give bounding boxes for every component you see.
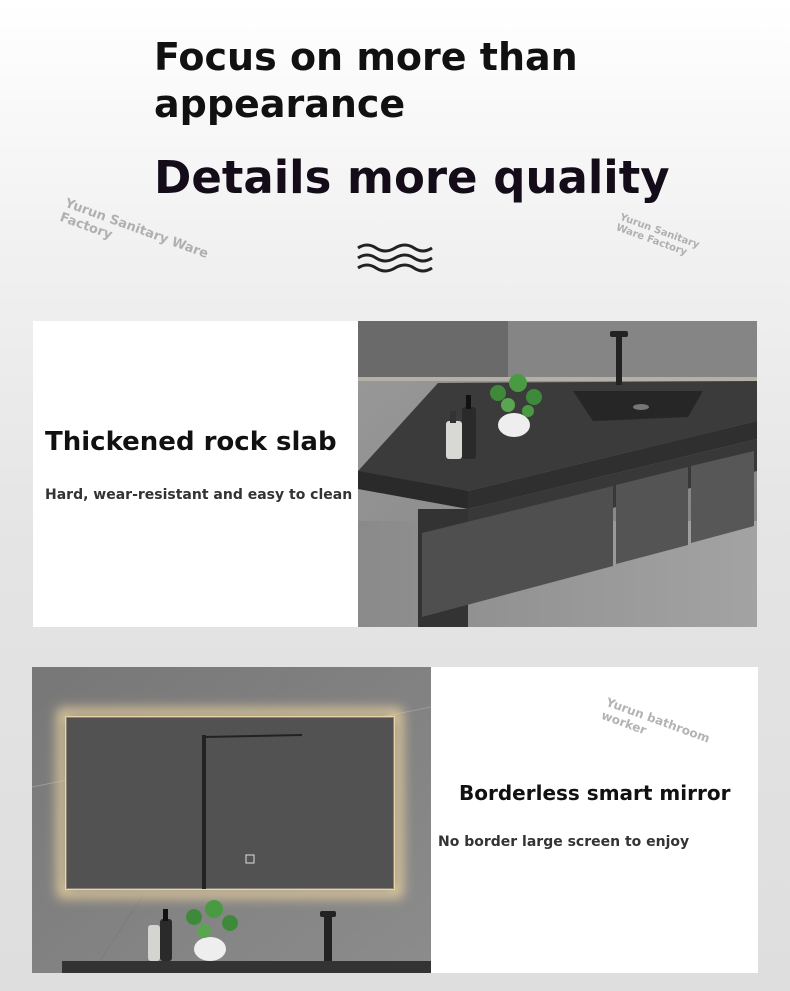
- wave-icon: [356, 242, 434, 274]
- rock-slab-title: Thickened rock slab: [45, 427, 337, 457]
- rock-slab-text-panel: [33, 321, 358, 627]
- watermark-left: Yurun Sanitary Ware Factory: [57, 196, 211, 262]
- headline-secondary: Details more quality: [154, 151, 670, 204]
- watermark-right: Yurun Sanitary Ware Factory: [614, 212, 701, 259]
- smart-mirror-text-panel: [431, 667, 758, 973]
- smart-mirror-title: Borderless smart mirror: [459, 781, 731, 805]
- smart-mirror-photo: [32, 667, 431, 973]
- rock-slab-vanity-photo: [358, 321, 757, 627]
- watermark-mirror: Yurun bathroom worker: [599, 695, 712, 746]
- rock-slab-description: Hard, wear-resistant and easy to clean: [45, 487, 353, 503]
- headline-primary: Focus on more than appearance: [154, 35, 578, 126]
- smart-mirror-description: No border large screen to enjoy: [438, 834, 690, 850]
